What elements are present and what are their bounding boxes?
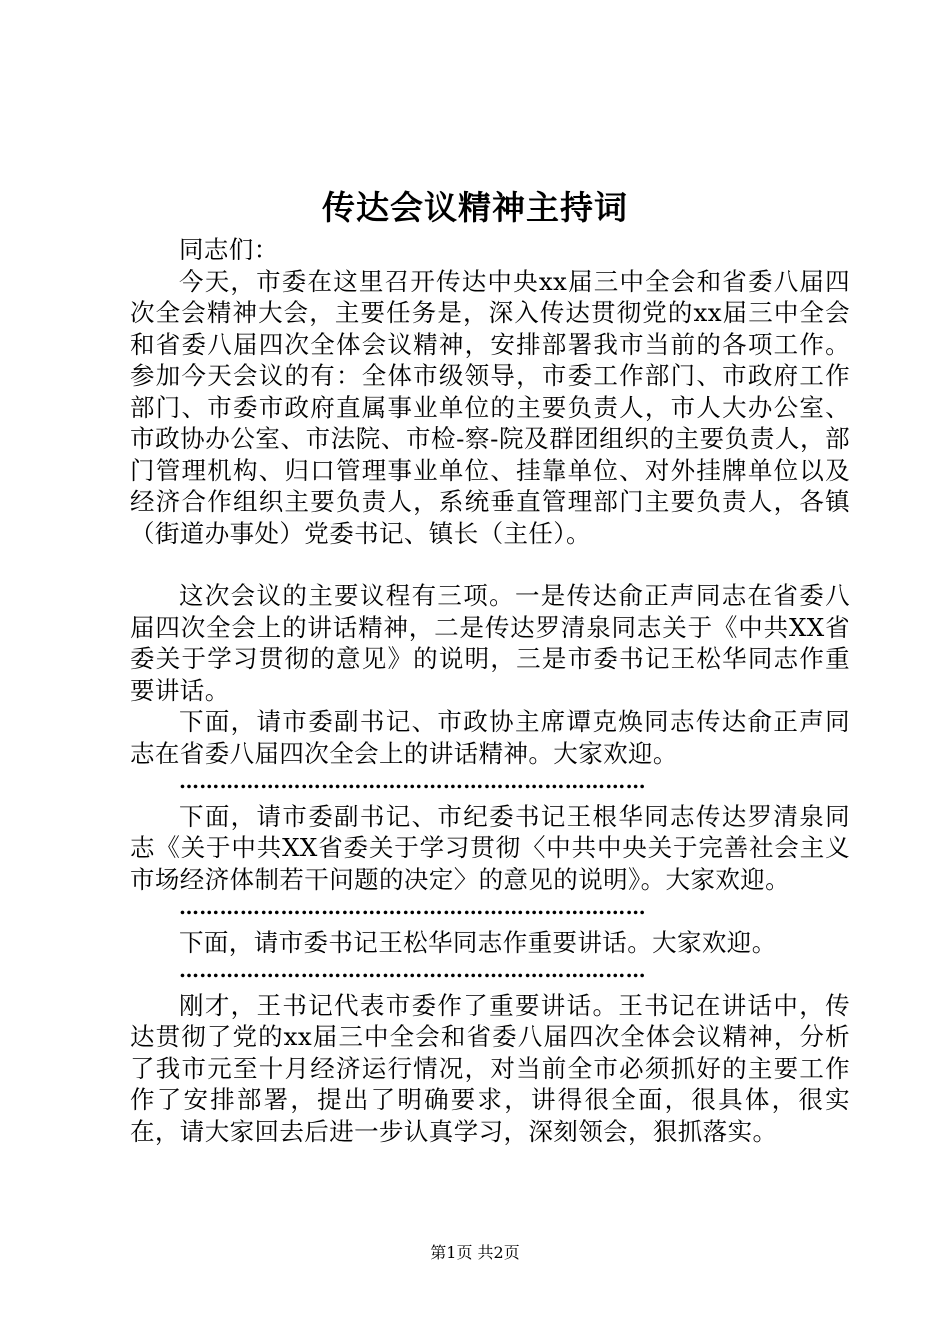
paragraph-gap <box>130 549 850 580</box>
page-number: 第1页 共2页 <box>430 1243 520 1262</box>
document-body <box>130 234 850 1147</box>
salutation: 同志们： <box>179 235 279 264</box>
document-title: 传达会议精神主持词 <box>322 188 628 227</box>
dotted-separator: …………………………………………………………… <box>179 769 646 793</box>
paragraph-closing: 刚才，王书记代表市委作了重要讲话。王书记在讲话中，传达贯彻了党的xx届三中全会和省委八届四次全体会议精神，分析了我市元至十月经济运行情况，对当前全市必须抓好的主要工作作了安排部署，提出了明确要求，讲得很全面，很具体，很实在，请大家回去后进一步认真学习，深刻领会，狠抓落实。 <box>130 990 850 1146</box>
dotted-separator: …………………………………………………………… <box>179 958 646 982</box>
paragraph-first-speaker: 下面，请市委副书记、市政协主席谭克焕同志传达俞正声同志在省委八届四次全会上的讲话精神。大家欢迎。 <box>130 707 850 768</box>
dotted-separator: …………………………………………………………… <box>179 895 646 919</box>
paragraph-opening: 今天，市委在这里召开传达中央xx届三中全会和省委八届四次全会精神大会，主要任务是，深入传达贯彻党的xx届三中全会和省委八届四次全体会议精神，安排部署我市当前的各项工作。参加今天会议的有：全体市级领导，市委工作部门、市政府工作部门、市委市政府直属事业单位的主要负责人，市人大办公室、市政协办公室、市法院、市检-察-院及群团组织的主要负责人，部门管理机构、归口管理事业单位、挂靠单位、对外挂牌单位以及经济合作组织主要负责人，系统垂直管理部门主要负责人，各镇（街道办事处）党委书记、镇长（主任）。 <box>130 266 850 548</box>
paragraph-second-speaker: 下面，请市委副书记、市纪委书记王根华同志传达罗清泉同志《关于中共XX省委关于学习贯彻〈中共中央关于完善社会主义市场经济体制若干问题的决定〉的意见的说明》。大家欢迎。 <box>130 801 850 894</box>
paragraph-agenda: 这次会议的主要议程有三项。一是传达俞正声同志在省委八届四次全会上的讲话精神，二是传达罗清泉同志关于《中共XX省委关于学习贯彻的意见》的说明，三是市委书记王松华同志作重要讲话。 <box>130 581 850 705</box>
paragraph-third-speaker: 下面，请市委书记王松华同志作重要讲话。大家欢迎。 <box>179 927 777 957</box>
